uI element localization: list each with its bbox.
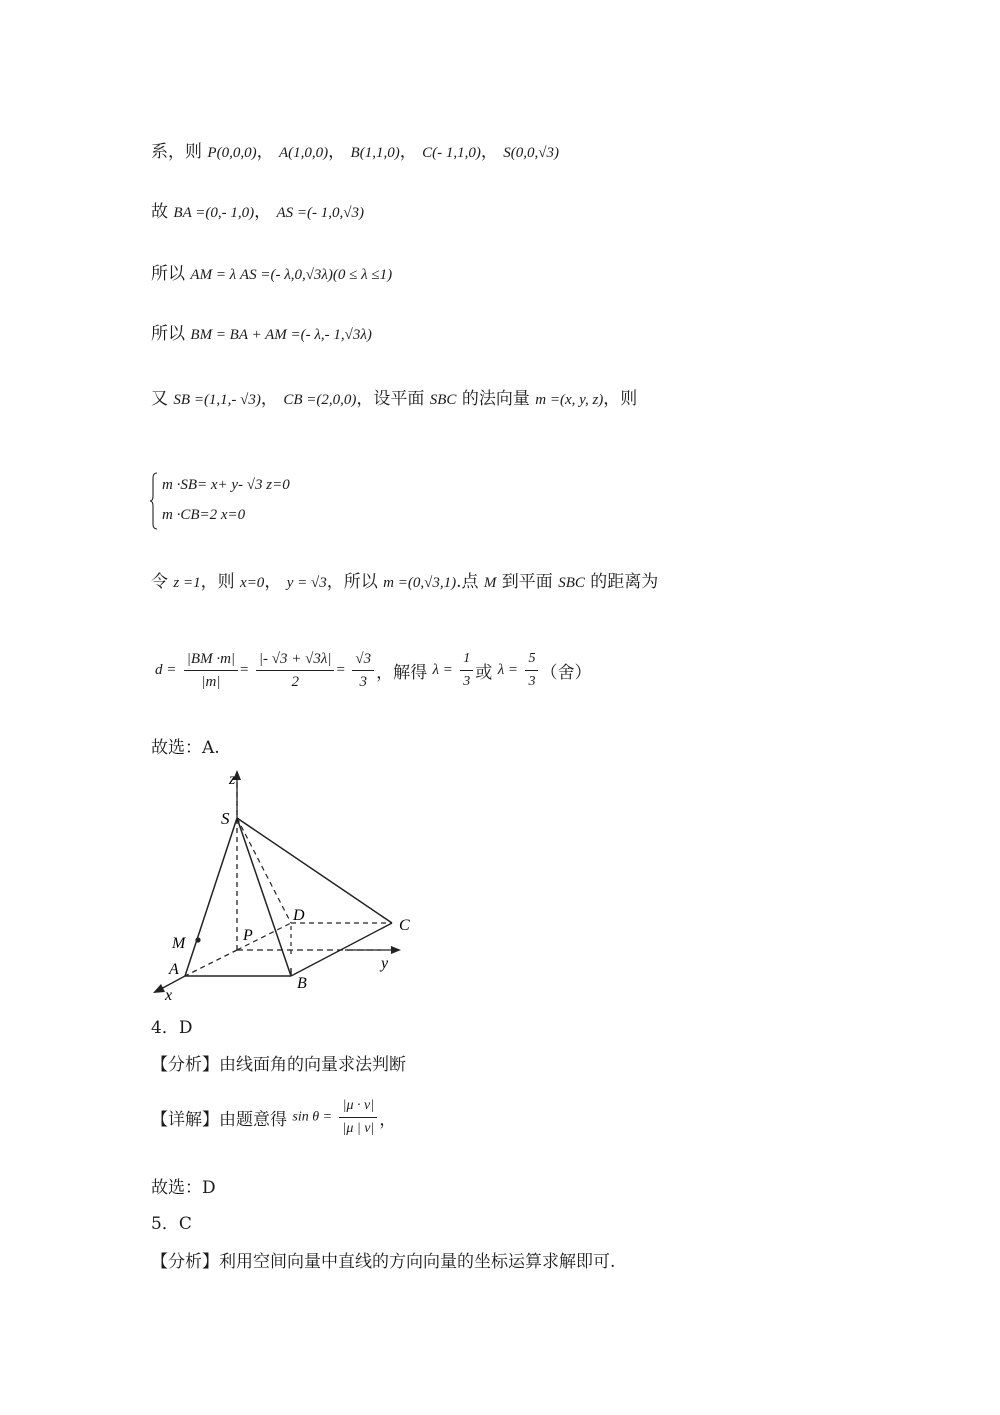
vector-m-solved: m =(0,√3,1) [383, 575, 457, 591]
vector-ba: BA =(0,- 1,0) [173, 205, 255, 221]
frac3-num: √3 [352, 648, 374, 671]
vector-sb: SB =(1,1,- √3) [173, 392, 261, 408]
x-arrow-icon [153, 984, 165, 993]
label-p: P [243, 927, 253, 944]
text-or: 或 [475, 663, 493, 683]
q4-comma: ， [379, 1110, 397, 1130]
sin-fraction [339, 1095, 377, 1140]
q5-analysis: 【分析】利用空间向量中直线的方向向量的坐标运算求解即可. [151, 1252, 616, 1272]
vectors-ba-as-line: 故 BA =(0,- 1,0)， AS =(- 1,0,√3) [151, 202, 364, 222]
left-brace-icon [150, 472, 158, 530]
frac1-den: |m| [201, 674, 221, 690]
equation-1: m ·SB= x+ y- √3 z=0 [162, 477, 290, 493]
text-then: ，则 [200, 572, 235, 592]
lambda-solution-1 [460, 648, 473, 693]
vector-m: m =(x, y, z) [535, 392, 604, 408]
text-let: 令 [151, 572, 168, 592]
lambda-eq-2: λ = [497, 662, 519, 678]
normal-vector-line: 又 SB =(1,1,- √3)， CB =(2,0,0)，设平面 SBC 的法向量 m =(x, y, z)，则 [151, 389, 638, 409]
point-m-dot [195, 937, 200, 942]
vector-bm-expr: BM = BA + AM =(- λ,- 1,√3λ) [190, 327, 372, 343]
sol1-den: 3 [463, 674, 471, 689]
sol2-den: 3 [528, 674, 536, 689]
text-so: ，所以 [326, 572, 378, 592]
sol2-num: 5 [525, 648, 538, 671]
q5-title: 5．C [151, 1214, 192, 1234]
edge-sa [185, 818, 237, 976]
frac1-num: |BM ·m| [184, 648, 238, 671]
label-m: M [172, 935, 186, 952]
answer-choose-a: 故选：A. [151, 738, 220, 758]
frac3-den: 3 [359, 674, 367, 690]
vector-cb: CB =(2,0,0) [283, 392, 357, 408]
d-lhs: d = [155, 662, 177, 678]
fraction-3 [352, 648, 374, 693]
vector-as: AS =(- 1,0,√3) [276, 205, 364, 221]
q4-title: 4．D [151, 1018, 193, 1038]
text-solve: ，解得 [376, 663, 428, 683]
edge-sc [237, 818, 392, 923]
text-prefix: 又 [151, 389, 168, 409]
point-s: S(0,0,√3) [503, 145, 559, 161]
text-reject: （舍） [540, 663, 592, 683]
frac2-den: 2 [291, 674, 299, 690]
sin-den: |μ | ν| [342, 1121, 375, 1136]
distance-formula: d = $\frac{|BM \cdot m|}{|m|}$ = $\frac{|- √3 + √3\lambda|}{2}$ = $\frac{√3}{3}$ ，解得 λ = $\frac{1}{3}$ 或 λ = $\frac{5}{3}$ （舍） [155, 648, 591, 693]
plane-sbc: SBC [429, 392, 457, 408]
label-c: C [399, 917, 410, 934]
lambda-eq-1: λ = [432, 662, 453, 678]
fraction-1 [184, 648, 238, 693]
plane-sbc: SBC [558, 575, 585, 591]
y-value: y = √3 [286, 575, 327, 591]
edge-sd-dashed [237, 818, 291, 923]
text-set-plane: ，设平面 [356, 389, 425, 409]
point-c: C(- 1,1,0) [422, 145, 481, 161]
vector-bm-line [151, 322, 372, 347]
q4-detail-prefix: 【详解】由题意得 [151, 1110, 287, 1130]
sin-num: |μ · ν| [339, 1095, 377, 1118]
sol1-num: 1 [460, 648, 473, 671]
sin-theta: sin θ = [292, 1109, 333, 1125]
y-arrow-icon [391, 946, 401, 954]
lambda-solution-2 [525, 648, 538, 693]
label-b: B [297, 975, 307, 992]
label-y: y [381, 955, 389, 972]
text-prefix: 所以 [151, 324, 185, 344]
q4-analysis: 【分析】由线面角的向量求法判断 [151, 1055, 406, 1075]
pyramid-figure [145, 768, 435, 1008]
text-prefix: 系，则 [151, 142, 202, 162]
frac2-num: |- √3 + √3λ| [256, 648, 335, 671]
text-distance: 的距离为 [590, 572, 659, 592]
text-then: ，则 [603, 389, 638, 409]
vector-am-line [151, 262, 392, 287]
text-to-plane: 到平面 [501, 572, 553, 592]
z-value: z =1 [173, 575, 201, 591]
vector-am-expr: AM = λ AS =(- λ,0,√3λ)(0 ≤ λ ≤1) [190, 267, 393, 283]
q4-choose: 故选：D [151, 1178, 216, 1198]
label-x: x [165, 987, 173, 1004]
text-point: .点 [456, 572, 479, 592]
coords-line: 系，则 P(0,0,0)， A(1,0,0)， B(1,1,0)， C(- 1,1,0)， S(0,0,√3) [151, 142, 559, 162]
x-value: x=0 [240, 575, 265, 591]
point-p: P(0,0,0) [207, 145, 257, 161]
fraction-2 [256, 648, 335, 693]
label-s: S [221, 809, 230, 828]
solve-normal-line: 令 z =1，则 x=0， y = √3，所以 m =(0,√3,1).点 M 到平面 SBC 的距离为 [151, 572, 659, 592]
label-d: D [293, 907, 305, 924]
point-a: A(1,0,0) [278, 145, 329, 161]
label-z: z [229, 771, 236, 788]
q4-detail [151, 1095, 396, 1140]
point-b: B(1,1,0) [350, 145, 400, 161]
point-m: M [483, 575, 497, 591]
edge-sb [237, 818, 291, 976]
label-a: A [169, 961, 179, 978]
text-normal: 的法向量 [461, 389, 530, 409]
equation-2: m ·CB=2 x=0 [162, 507, 246, 523]
text-prefix: 所以 [151, 264, 185, 284]
text-prefix: 故 [151, 202, 168, 222]
